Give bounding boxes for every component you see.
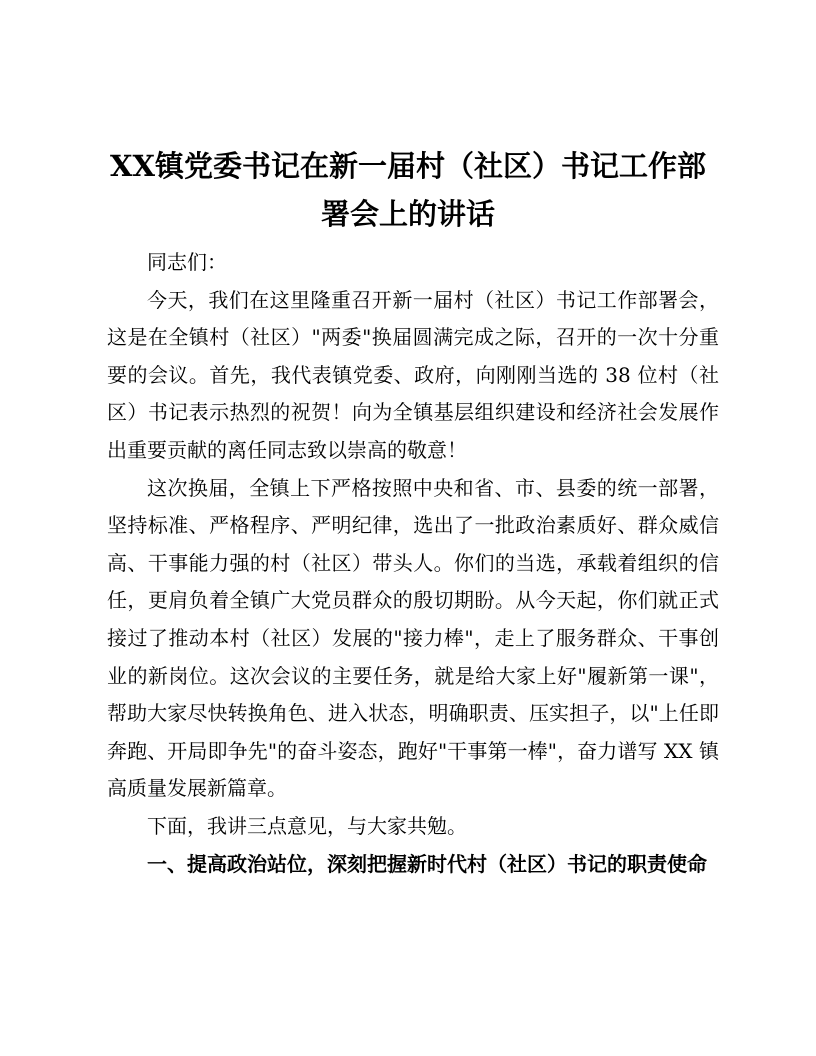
paragraph-opening: 今天，我们在这里隆重召开新一届村（社区）书记工作部署会，这是在全镇村（社区）"两委"换届圆满完成之际，召开的一次十分重要的会议。首先，我代表镇党委、政府，向刚刚当选的 38 位村（社区）书记表示热烈的祝贺！向为全镇基层组织建设和经济社会发展作出重要贡献的离任同志致以崇高的敬意！ xyxy=(107,287,719,462)
paragraph-outline: 下面，我讲三点意见，与大家共勉。 xyxy=(147,813,467,838)
section-heading: 一、提高政治站位，深刻把握新时代村（社区）书记的职责使命 xyxy=(147,851,707,876)
salutation: 同志们： xyxy=(147,250,227,274)
document-title: XX镇党委书记在新一届村（社区）书记工作部署会上的讲话 xyxy=(109,149,706,231)
document-body xyxy=(107,244,719,883)
paragraph-election: 这次换届，全镇上下严格按照中央和省、市、县委的统一部署，坚持标准、严格程序、严明纪律，选出了一批政治素质好、群众威信高、干事能力强的村（社区）带头人。你们的当选，承载着组织的信任，更肩负着全镇广大党员群众的殷切期盼。从今天起，你们就正式接过了推动本村（社区）发展的"接力棒"，走上了服务群众、干事创业的新岗位。这次会议的主要任务，就是给大家上好"履新第一课"，帮助大家尽快转换角色、进入状态，明确职责、压实担子，以"上任即奔跑、开局即争先"的奋斗姿态，跑好"干事第一棒"，奋力谱写 XX 镇高质量发展新篇章。 xyxy=(107,475,719,801)
